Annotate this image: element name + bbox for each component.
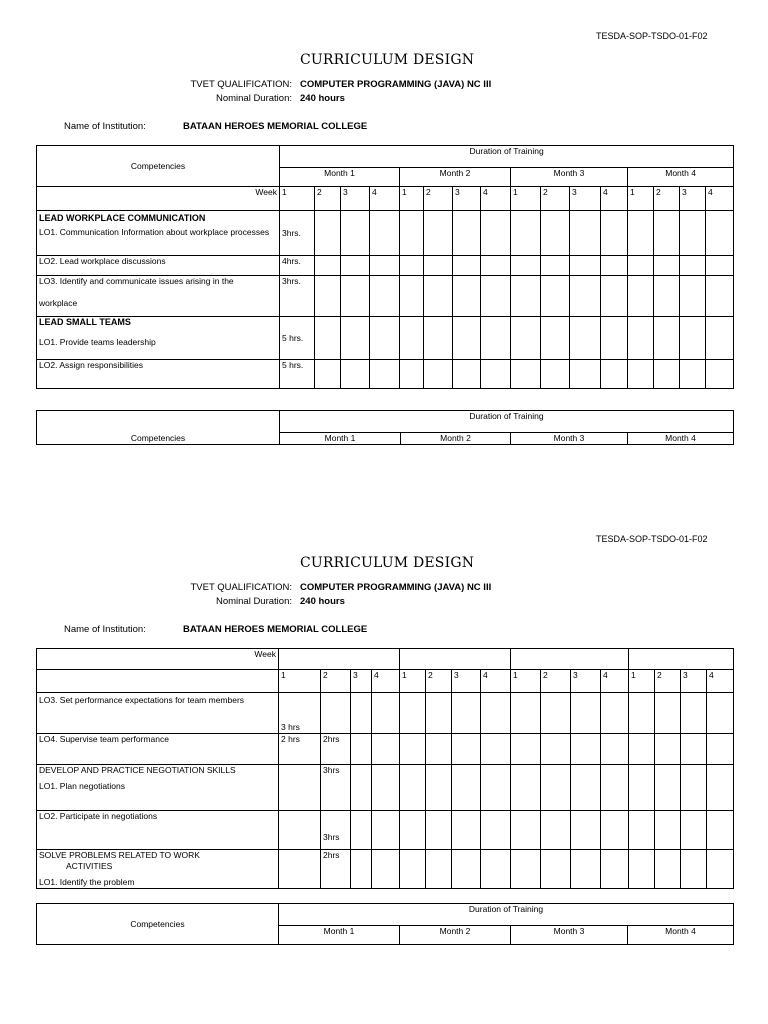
page-title: CURRICULUM DESIGN [300, 52, 475, 68]
competencies-header: Competencies [37, 411, 280, 445]
hours-cell: 3hrs [321, 765, 351, 811]
hours-cell: 3 hrs [279, 693, 321, 734]
month-header: Month 1 [280, 433, 401, 445]
page-title: CURRICULUM DESIGN [300, 555, 475, 571]
duration-header: Duration of Training [280, 411, 734, 433]
month-header: Month 2 [400, 168, 511, 187]
week-number: 3 [570, 187, 601, 211]
table-row [37, 211, 734, 256]
table-row [37, 693, 734, 734]
week-number: 3 [341, 187, 370, 211]
week-number: 4 [370, 187, 400, 211]
table-row [37, 850, 734, 889]
table-row [37, 734, 734, 765]
hours-cell [279, 850, 321, 889]
learning-outcome: LO3. Set performance expectations for team members [37, 693, 279, 734]
institution-label: Name of Institution: [64, 121, 146, 132]
hours-cell: 5 hrs. [280, 317, 315, 360]
duration-value: 240 hours [300, 596, 345, 607]
week-number: 4 [601, 187, 628, 211]
section-title: LEAD SMALL TEAMS [39, 317, 131, 327]
table-row [37, 317, 734, 360]
month-header: Month 2 [401, 433, 511, 445]
week-number: 4 [481, 670, 511, 693]
table-row [37, 811, 734, 850]
learning-outcome: LO2. Participate in negotiations [37, 811, 279, 850]
week-number: 1 [629, 670, 655, 693]
week-number: 3 [351, 670, 372, 693]
week-number: 4 [707, 670, 734, 693]
duration-label: Nominal Duration: [215, 93, 292, 104]
week-number: 4 [706, 187, 734, 211]
hours-cell [279, 811, 321, 850]
curriculum-table [36, 145, 734, 389]
week-label: Week [37, 649, 279, 670]
week-number: 3 [680, 187, 706, 211]
institution-value: BATAAN HEROES MEMORIAL COLLEGE [183, 121, 368, 132]
week-number: 3 [571, 670, 601, 693]
month-header: Month 3 [511, 926, 628, 945]
institution-value: BATAAN HEROES MEMORIAL COLLEGE [183, 624, 368, 635]
institution-label: Name of Institution: [64, 624, 146, 635]
learning-outcome: LO2. Lead workplace discussions [37, 256, 280, 276]
curriculum-table [36, 648, 734, 889]
learning-outcome: LO1. Plan negotiations [39, 781, 126, 791]
month-header: Month 4 [628, 433, 734, 445]
competency-cell [37, 211, 280, 256]
month-header: Month 2 [400, 926, 511, 945]
week-number: 1 [400, 670, 426, 693]
month-header: Month 3 [511, 168, 628, 187]
section-title: LEAD WORKPLACE COMMUNICATION [39, 213, 206, 223]
competency-cell [37, 276, 280, 317]
week-number: 2 [654, 187, 680, 211]
competencies-header: Competencies [37, 146, 280, 187]
week-number: 3 [453, 187, 481, 211]
hours-cell: 5 hrs. [280, 360, 315, 389]
table-row [37, 765, 734, 811]
week-number: 1 [511, 670, 541, 693]
section-title: DEVELOP AND PRACTICE NEGOTIATION SKILLS [39, 765, 236, 775]
table-row [37, 256, 734, 276]
hours-cell: 4hrs. [280, 256, 315, 276]
duration-table [36, 903, 734, 945]
duration-label: Nominal Duration: [215, 596, 292, 607]
table-row [37, 276, 734, 317]
month-header: Month 4 [628, 926, 734, 945]
hours-cell: 3hrs. [280, 276, 315, 317]
month-header: Month 1 [280, 168, 400, 187]
qualification-value: COMPUTER PROGRAMMING (JAVA) NC III [300, 582, 492, 593]
week-number: 3 [681, 670, 707, 693]
competencies-header: Competencies [37, 904, 279, 945]
week-number: 2 [541, 670, 571, 693]
competency-cell [37, 317, 280, 360]
hours-cell: 3hrs [321, 811, 351, 850]
week-number: 1 [511, 187, 541, 211]
week-number: 1 [279, 670, 321, 693]
hours-cell: 2 hrs [279, 734, 321, 765]
month-header: Month 1 [279, 926, 400, 945]
table-row [37, 360, 734, 389]
learning-outcome-cont: workplace [39, 298, 78, 308]
learning-outcome: LO1. Identify the problem [39, 877, 135, 887]
week-number: 2 [426, 670, 452, 693]
hours-cell: 2hrs [321, 734, 351, 765]
competency-cell [37, 765, 279, 811]
learning-outcome: LO1. Communication Information about workplace processes [39, 227, 270, 237]
form-code: TESDA-SOP-TSDO-01-F02 [596, 31, 708, 41]
competency-cell [37, 850, 279, 889]
section-title: SOLVE PROBLEMS RELATED TO WORK [39, 850, 200, 860]
hours-cell [279, 765, 321, 811]
hours-cell: 2hrs [321, 850, 351, 889]
week-number: 4 [601, 670, 629, 693]
week-number: 1 [628, 187, 654, 211]
learning-outcome: LO2. Assign responsibilities [37, 360, 280, 389]
duration-table [36, 410, 734, 445]
hours-cell: 3hrs. [280, 211, 315, 256]
month-header: Month 3 [511, 433, 628, 445]
week-number: 3 [452, 670, 481, 693]
duration-value: 240 hours [300, 93, 345, 104]
week-number: 1 [280, 187, 315, 211]
learning-outcome: LO1. Provide teams leadership [39, 337, 156, 347]
week-number: 1 [400, 187, 424, 211]
week-number: 2 [541, 187, 570, 211]
section-title-cont: ACTIVITIES [66, 861, 113, 871]
qualification-label: TVET QUALIFICATION: [190, 582, 292, 593]
month-header: Month 4 [628, 168, 734, 187]
duration-header: Duration of Training [279, 904, 734, 926]
qualification-value: COMPUTER PROGRAMMING (JAVA) NC III [300, 79, 492, 90]
learning-outcome: LO4. Supervise team performance [37, 734, 279, 765]
week-number: 2 [315, 187, 341, 211]
week-number: 2 [424, 187, 453, 211]
week-number: 4 [481, 187, 511, 211]
duration-header: Duration of Training [280, 146, 734, 168]
form-code: TESDA-SOP-TSDO-01-F02 [596, 534, 708, 544]
week-number: 2 [321, 670, 351, 693]
week-label: Week [37, 187, 280, 211]
qualification-label: TVET QUALIFICATION: [190, 79, 292, 90]
week-number: 4 [372, 670, 400, 693]
week-number: 2 [655, 670, 681, 693]
learning-outcome: LO3. Identify and communicate issues arising in the [39, 276, 234, 286]
